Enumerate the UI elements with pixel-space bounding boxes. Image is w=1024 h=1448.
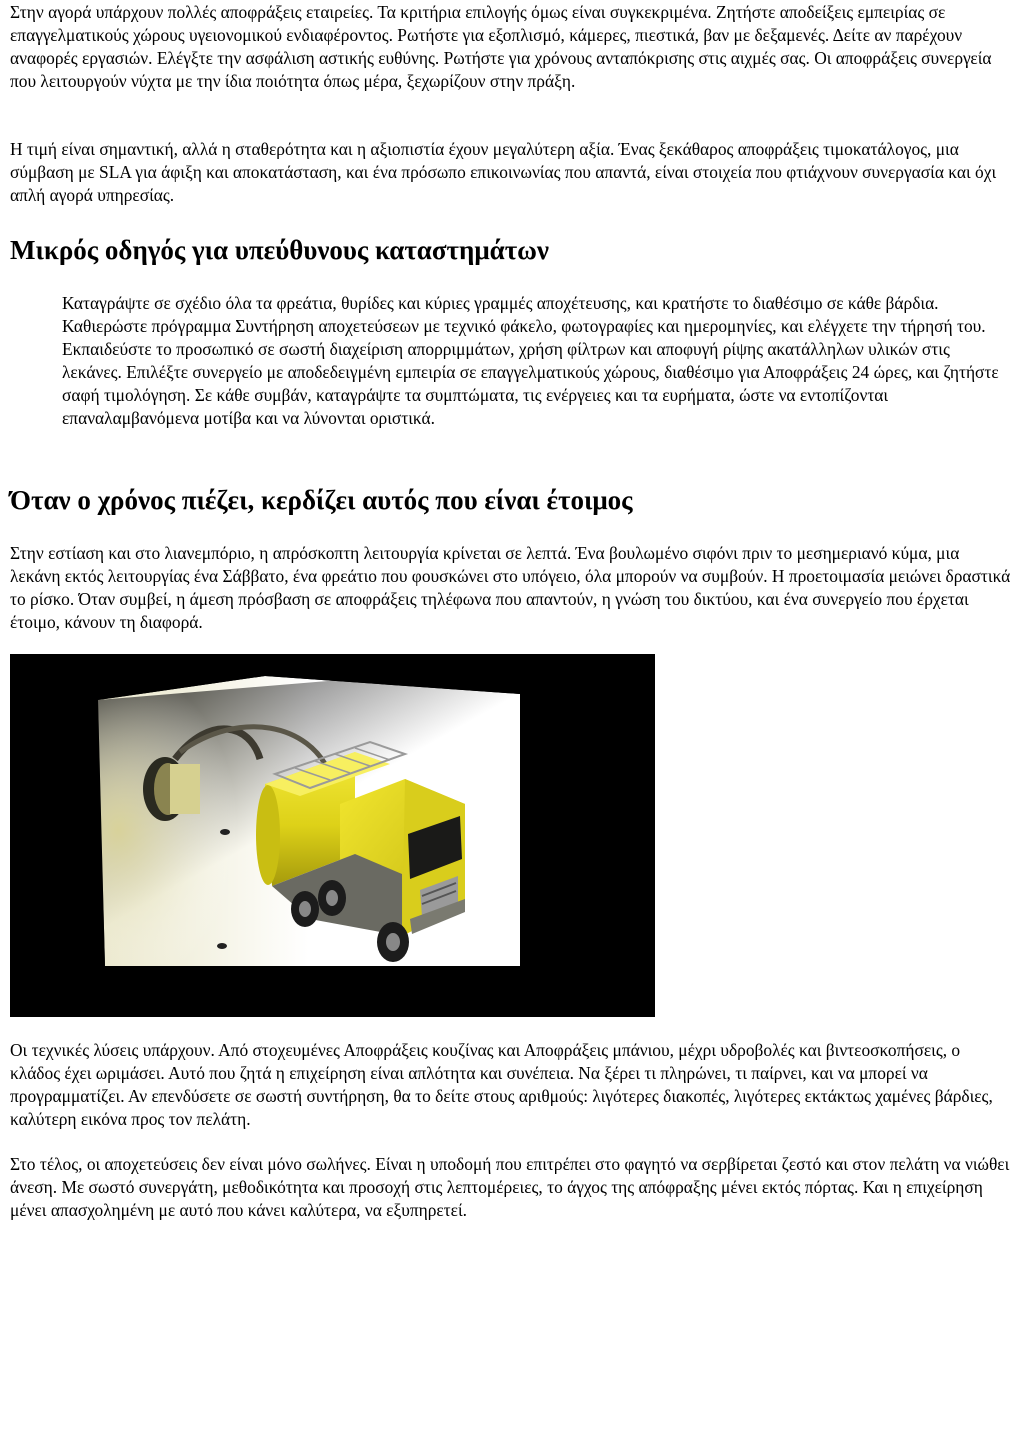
paragraph-technical-solutions: Οι τεχνικές λύσεις υπάρχουν. Από στοχευμένες Αποφράξεις κουζίνας και Αποφράξεις μπάνιου, μέχρι υδροβολές και βιντεοσκοπήσεις, ο κλάδος έχει ωριμάσει. Αυτό που ζητά η επιχείρηση είναι απλότητα και συνέπεια. Να ξέρει τι πληρώνει, τι παίρνει, και να μπορεί να προγραμματίζει. Αν επενδύσετε σε σωστή συντήρηση, θα το δείτε στους αριθμούς: λιγότερες διακοπές, λιγότερες εκτάκτως χαμένες βάρδιες, καλύτερη εικόνα προς τον πελάτη. — [10, 1040, 993, 1129]
blockquote-guide: Καταγράψτε σε σχέδιο όλα τα φρεάτια, θυρίδες και κύριες γραμμές αποχέτευσης, και κρατήστε το διαθέσιμο σε κάθε βάρδια. Καθιερώστε πρόγραμμα Συντήρηση αποχετεύσεων με τεχνικό φάκελο, φωτογραφίες και ημερομηνίες, και ελέγχετε την τήρησή του. Εκπαιδεύστε το προσωπικό σε σωστή διαχείριση απορριμμάτων, χρήση φίλτρων και αποφυγή ρίψης ακατάλληλων υλικών στις λεκάνες. Επιλέξτε συνεργείο με αποδεδειγμένη εμπειρία σε επαγγελματικούς χώρους, διαθέσιμο για Αποφράξεις 24 ώρες, και ζητήστε σαφή τιμολόγηση. Σε κάθε συμβάν, καταγράψτε τα συμπτώματα, τις ενέργειες και τα ευρήματα, ώστε να εντοπίζονται επαναλαμβανόμενα μοτίβα και να λύνονται οριστικά. — [62, 293, 999, 428]
heading-store-managers-guide: Μικρός οδηγός για υπεύθυνους καταστημάτων — [10, 235, 549, 265]
truck-image — [10, 654, 655, 1017]
paragraph-conclusion: Στο τέλος, οι αποχετεύσεις δεν είναι μόνο σωλήνες. Είναι η υποδομή που επιτρέπει στο φαγητό να σερβίρεται ζεστό και στον πελάτη να νιώθει άνεση. Με σωστό συνεργάτη, μεθοδικότητα και προσοχή στις λεπτομέρειες, το άγχος της απόφραξης μένει εκτός πόρτας. Και η επιχείρηση μένει απασχολημένη με αυτό που κάνει καλύτερα, να εξυπηρετεί. — [10, 1154, 1010, 1220]
heading-time-pressure: Όταν ο χρόνος πιέζει, κερδίζει αυτός που είναι έτοιμος — [10, 485, 633, 515]
paragraph-selection-criteria: Στην αγορά υπάρχουν πολλές αποφράξεις εταιρείες. Τα κριτήρια επιλογής όμως είναι συγκεκριμένα. Ζητήστε αποδείξεις εμπειρίας σε επαγγελματικούς χώρους υγειονομικού ενδιαφέροντος. Ρωτήστε για εξοπλισμό, κάμερες, πιεστικά, βαν με δεξαμενές. Δείτε αν παρέχουν αναφορές εργασιών. Ελέγξτε την ασφάλιση αστικής ευθύνης. Ρωτήστε για χρόνους ανταπόκρισης στις αιχμές σας. Οι αποφράξεις συνεργεία που λειτουργούν νύχτα με την ίδια ποιότητα όπως μέρα, ξεχωρίζουν στην πράξη. — [10, 2, 992, 91]
paragraph-price-reliability: Η τιμή είναι σημαντική, αλλά η σταθερότητα και η αξιοπιστία έχουν μεγαλύτερη αξία. Ένας ξεκάθαρος αποφράξεις τιμοκατάλογος, μια σύμβαση με SLA για άφιξη και αποκατάσταση, και ένα πρόσωπο επικοινωνίας που απαντά, είναι στοιχεία που φτιάχνουν συνεργασία και όχι απλή αγορά υπηρεσίας. — [10, 139, 997, 205]
paragraph-retail-operations: Στην εστίαση και στο λιανεμπόριο, η απρόσκοπτη λειτουργία κρίνεται σε λεπτά. Ένα βουλωμένο σιφόνι πριν το μεσημεριανό κύμα, μια λεκάνη εκτός λειτουργίας ένα Σάββατο, ένα φρεάτιο που φουσκώνει στο υπόγειο, όλα μπορούν να συμβούν. Η προετοιμασία μειώνει δραστικά το ρίσκο. Όταν συμβεί, η άμεση πρόσβαση σε αποφράξεις τηλέφωνα που απαντούν, η γνώση του δικτύου, και ένα συνεργείο που έρχεται έτοιμο, κάνουν τη διαφορά. — [10, 543, 1011, 632]
yellow-vacuum-truck-icon — [10, 654, 655, 1017]
